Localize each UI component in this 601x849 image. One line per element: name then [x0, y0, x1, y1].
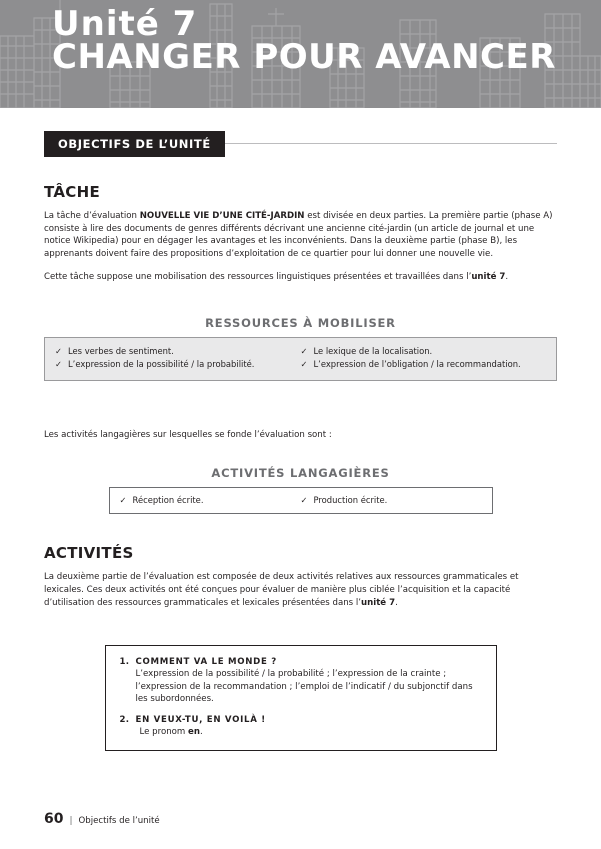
activite-2-text-part1: Le pronom [139, 726, 189, 737]
tache-unit-ref: unité 7 [471, 271, 506, 282]
activite-1-text: L’expression de la possibilité / la probabilité ; l’expression de la crainte ; l’expression de la recommandation ; l’emploi de l’indicatif / du subjonctif dans les subordonnées. [135, 669, 473, 705]
tache-p2-part3: . [505, 271, 509, 282]
activites-langagieres-section [44, 466, 557, 515]
activites-langagieres-heading: ACTIVITÉS LANGAGIÈRES [211, 465, 390, 480]
activites-p-part1: La deuxième partie de l’évaluation est composée de deux activités relatives aux ressources grammaticales et lexicales. Ces deux activités ont été conçues pour évaluer de manière plus ciblée l’acquisition et la capacité d’utilisation des ressources grammaticales et lexicales présentées dans l’ [44, 572, 519, 608]
page-title [52, 4, 556, 78]
tache-p2-part1: Cette tâche suppose une mobilisation des ressources linguistiques présentées et travaillées dans l’ [44, 271, 472, 282]
lang-left-label: Réception écrite. [132, 494, 204, 505]
page-content [0, 183, 601, 751]
tache-heading: TÂCHE [44, 183, 100, 201]
activites-paragraph [44, 571, 556, 609]
list-item [301, 358, 547, 371]
objectifs-tab-label: OBJECTIFS DE L’UNITÉ [58, 137, 211, 151]
ressources-column-right [301, 345, 547, 372]
tache-task-name: NOUVELLE VIE D’UNE CITÉ-JARDIN [139, 211, 305, 221]
footer-separator: | [69, 816, 73, 826]
tache-paragraph-1 [44, 210, 556, 261]
list-item [120, 715, 482, 738]
activite-2-pronoun: en [188, 726, 200, 737]
objectifs-header-row [0, 131, 601, 157]
ressources-right-1: L’expression de l’obligation / la recommandation. [313, 359, 521, 370]
lang-column-right [301, 494, 482, 508]
activites-langagieres-box [109, 487, 493, 515]
list-item [55, 345, 301, 358]
ressources-box [44, 337, 557, 381]
page-banner [0, 0, 601, 108]
check-icon: ✓ [300, 494, 308, 505]
list-item [301, 345, 547, 358]
activites-langagieres-intro: Les activités langagières sur lesquelles se fonde l’évaluation sont : [44, 429, 332, 440]
activite-1-title: COMMENT VA LE MONDE ? [135, 657, 277, 668]
tache-p1-part1: La tâche d’évaluation [44, 211, 140, 221]
ressources-heading: RESSOURCES À MOBILISER [205, 315, 396, 330]
list-item [120, 494, 301, 507]
lang-column-left [120, 494, 301, 508]
ressources-left-0: Les verbes de sentiment. [68, 345, 174, 356]
ressources-right-0: Le lexique de la localisation. [313, 345, 433, 356]
list-item [120, 657, 482, 705]
objectifs-tab [44, 131, 225, 157]
list-item [55, 358, 301, 371]
check-icon: ✓ [300, 359, 308, 370]
activites-p-part3: . [395, 597, 398, 608]
activite-2-title: EN VEUX-TU, EN VOILÀ ! [135, 714, 266, 725]
activite-2-text [136, 726, 482, 738]
page-number: 60 [44, 811, 64, 827]
lang-right-label: Production écrite. [313, 494, 388, 505]
spacer [44, 294, 557, 316]
activite-2-text-part3: . [199, 726, 203, 737]
ressources-column-left [55, 345, 301, 372]
footer-label: Objectifs de l’unité [78, 816, 160, 826]
unit-number: Unité 7 [52, 4, 198, 44]
activite-2-number: 2. [119, 714, 130, 725]
ressources-left-1: L’expression de la possibilité / la probabilité. [68, 359, 255, 370]
activites-box [105, 645, 497, 751]
page-footer [44, 811, 160, 827]
activites-unit-ref: unité 7 [361, 597, 396, 608]
activite-1-number: 1. [119, 657, 130, 668]
tache-p1-part3: est divisée en deux parties. La première partie (phase A) consiste à lire des documents de genres différents décrivant une ancienne cité-jardin (un article de journal et une notice Wikipedia) pour en dégager les avantages et les inconvénients. Dans la deuxième partie (phase B), les apprenants doivent faire des propositions d’exploitation de ce quartier pour lui donner une nouvelle vie. [44, 211, 553, 260]
check-icon: ✓ [55, 359, 63, 370]
unit-title: CHANGER POUR AVANCER [52, 37, 556, 78]
activites-heading: ACTIVITÉS [44, 544, 134, 563]
list-item [301, 494, 482, 507]
tache-paragraph-2 [44, 271, 556, 284]
check-icon: ✓ [119, 494, 127, 505]
check-icon: ✓ [55, 345, 63, 356]
check-icon: ✓ [300, 345, 308, 356]
